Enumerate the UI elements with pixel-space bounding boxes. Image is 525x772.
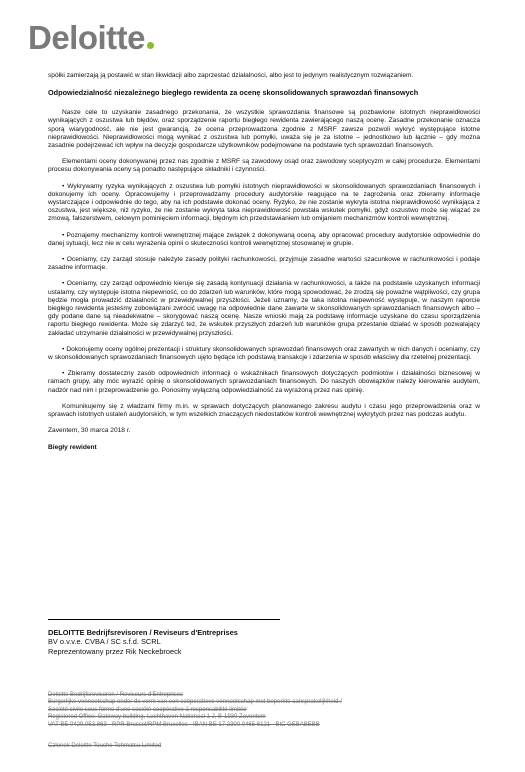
bullet-group-evidence: • Zbieramy dostateczny zasób odpowiednich informacji o wskaźnikach finansowych dotyczących podmiotów i działalności biznesowej w ramach grupy, aby móc wyrazić opinię o skonsolidowanych sprawozdaniach finansowych. Do naszych obowiązków należy kierowanie audytem, nadzór nad nim i przeprowadzenie go. Ponosimy wyłączną odpowiedzialność za wyrażoną przez nas opinię. <box>48 370 480 394</box>
footer-company: Deloitte Bedrijfsrevisoren / Reviseurs d'Entreprises <box>48 692 183 698</box>
paragraph-judgment: Elementami oceny dokonywanej przez nas zgodnie z MSRF są zawodowy osąd oraz zawodowy sceptycyzm w całej procedurze. Elementami procesu dokonywania oceny są ponadto następujące składniki i czynności. <box>48 158 480 174</box>
firm-representative: Reprezentowany przez Rik Neckebroeck <box>48 646 182 656</box>
brand-dot-icon <box>147 42 154 49</box>
firm-legal-form: BV o.v.v.e. CVBA / SC s.f.d. SCRL <box>48 637 161 647</box>
footer-registration: VAT BE 0429.053.863 - RPR Brussel/RPM Bruxelles - IBAN BE 17 2300 0465 6121 - BIC GEBABEBB <box>48 721 320 728</box>
paragraph-communication: Komunikujemy się z władzami firmy m.in. w sprawach dotyczących planowanego zakresu audytu i czasu jego przeprowadzenia oraz w sprawach istotnych ustaleń audytorskich, w tym wszelkich znaczących niedostatków kontroli wewnętrznej wykrytych przez nas podczas audytu. <box>48 402 480 419</box>
section-heading: Odpowiedzialność niezależnego biegłego rewidenta za ocenę skonsolidowanych sprawozdań finansowych <box>48 88 419 98</box>
page-footer <box>48 692 480 750</box>
signature-role: Biegły rewident <box>48 443 97 451</box>
footer-member: Członek Deloitte Touche Tohmatsu Limited <box>48 743 162 750</box>
paragraph-intro: spółki zamierzają ją postawić w stan likwidacji albo zaprzestać działalności, albo jest to jedynym realistycznym rozwiązaniem. <box>48 72 414 79</box>
bullet-presentation: • Dokonujemy oceny ogólnej prezentacji i struktury skonsolidowanych sprawozdań finansowych oraz zawartych w nich danych i oceniamy, czy w skonsolidowanych sprawozdaniach finansowych ujęto będące ich podstawą transakcje i zdarzenia w sposób właściwy dla rzetelnej prezentacji. <box>48 345 480 362</box>
bullet-accounting-policies: • Oceniamy, czy zarząd stosuje należyte zasady polityki rachunkowości, przyjmuje zasadne wartości szacunkowe w rachunkowości i podaje zasadne informacje. <box>48 256 480 272</box>
footer-legal-fr: Société civile sous forme d'une société coopérative à responsabilité limitée <box>48 706 247 713</box>
signature-line <box>48 619 280 620</box>
deloitte-logo: Deloitte <box>28 18 154 58</box>
footer-legal-nl: Burgerlijke vennootschap onder de vorm van een coöperatieve vennootschap met beperkte aansprakelijkheid / <box>48 699 342 706</box>
bullet-risks: • Wykrywamy ryzyka wynikających z oszustwa lub pomyłki istotnych nieprawidłowości w skonsolidowanych sprawozdaniach finansowych i dokonujemy ich oceny. Opracowujemy i przeprowadzamy procedury audytorskie reagujące na te zagrożenia oraz zbieramy informacje wystarczające i odpowiednie do tego, aby na ich podstawie dokonać oceny. Ryzyko, że nie zostanie wykryta istotna nieprawidłowość wynikająca z oszustwa, jest większe, niż ryzyko, że nie zostanie wykryta taka nieprawidłowość powstała wskutek pomyłki, gdyż oszustwo może się wiązać ze zmową, fałszerstwem, celowym pominięciem informacji, błędnym ich przedstawianiem lub omijaniem mechanizmów kontroli wewnętrznej. <box>48 182 480 223</box>
bullet-internal-control: • Poznajemy mechanizmy kontroli wewnętrznej mające związek z dokonywaną oceną, aby opracować procedury audytorskie odpowiednie do danej sytuacji, lecz nie w celu wyrażenia opinii o skuteczności kontroli wewnętrznej stosowanej w grupie. <box>48 231 480 247</box>
firm-name: DELOITTE Bedrijfsrevisoren / Reviseurs d'Entreprises <box>48 628 238 637</box>
footer-registered-office: Registered Office: Gateway building, Luchthaven Nationaal 1 J, B-1930 Zaventem <box>48 714 266 721</box>
bullet-going-concern: • Oceniamy, czy zarząd odpowiednio kieruje się zasadą kontynuacji działania w rachunkowości, a także na podstawie uzyskanych informacji ustalamy, czy występuje istotna niepewność, co do zdarzeń lub warunków, które mogą spowodować, że zrodzą się poważne wątpliwości, czy grupa będzie mogła prowadzić działalność w przewidywalnej przyszłości. Jeżeli uznamy, że taka istotna niepewność występuje, w naszym raporcie biegłego rewidenta jesteśmy zobowiązani zwrócić uwagę na odpowiednie dane zawarte w skonsolidowanych sprawozdaniach finansowych albo – gdy podane dane są nieadekwatne – skorygować naszą ocenę. Nasze wnioski mają za podstawę informacje uzyskane do czasu sporządzenia raportu biegłego rewidenta. Może się zdarzyć też, że wskutek przyszłych zdarzeń lub warunków grupa przestanie działać w sposób pozwalający zakładać utrzymanie działalności w przewidywalnej przyszłości. <box>48 280 480 337</box>
signature-date: Zaventem, 30 marca 2018 r. <box>48 427 131 435</box>
firm-block <box>48 628 480 656</box>
document-body <box>48 72 480 460</box>
paragraph-objectives: Nasze cele to uzyskanie zasadnego przekonania, że wszystkie sprawozdania finansowe są pozbawione istotnych nieprawidłowości wynikających z oszustwa lub błędów, oraz sporządzenie raportu biegłego rewidenta zawierającego naszą ocenę. Zasadne przekonanie oznacza sporą wiarygodność, ale nie jest gwarancją, że ocena przeprowadzona zgodnie z MSRF zawsze pozwoli wykryć występujące istotne nieprawidłowości. Nieprawidłowości mogą wynikać z oszustwa lub pomyłki, uważa się je za istotne – jednostkowo lub łącznie – gdy można zasadnie podejrzewać ich wpływ na decyzje gospodarcze użytkowników podejmowane na podstawie tych sprawozdań finansowych. <box>48 109 480 150</box>
